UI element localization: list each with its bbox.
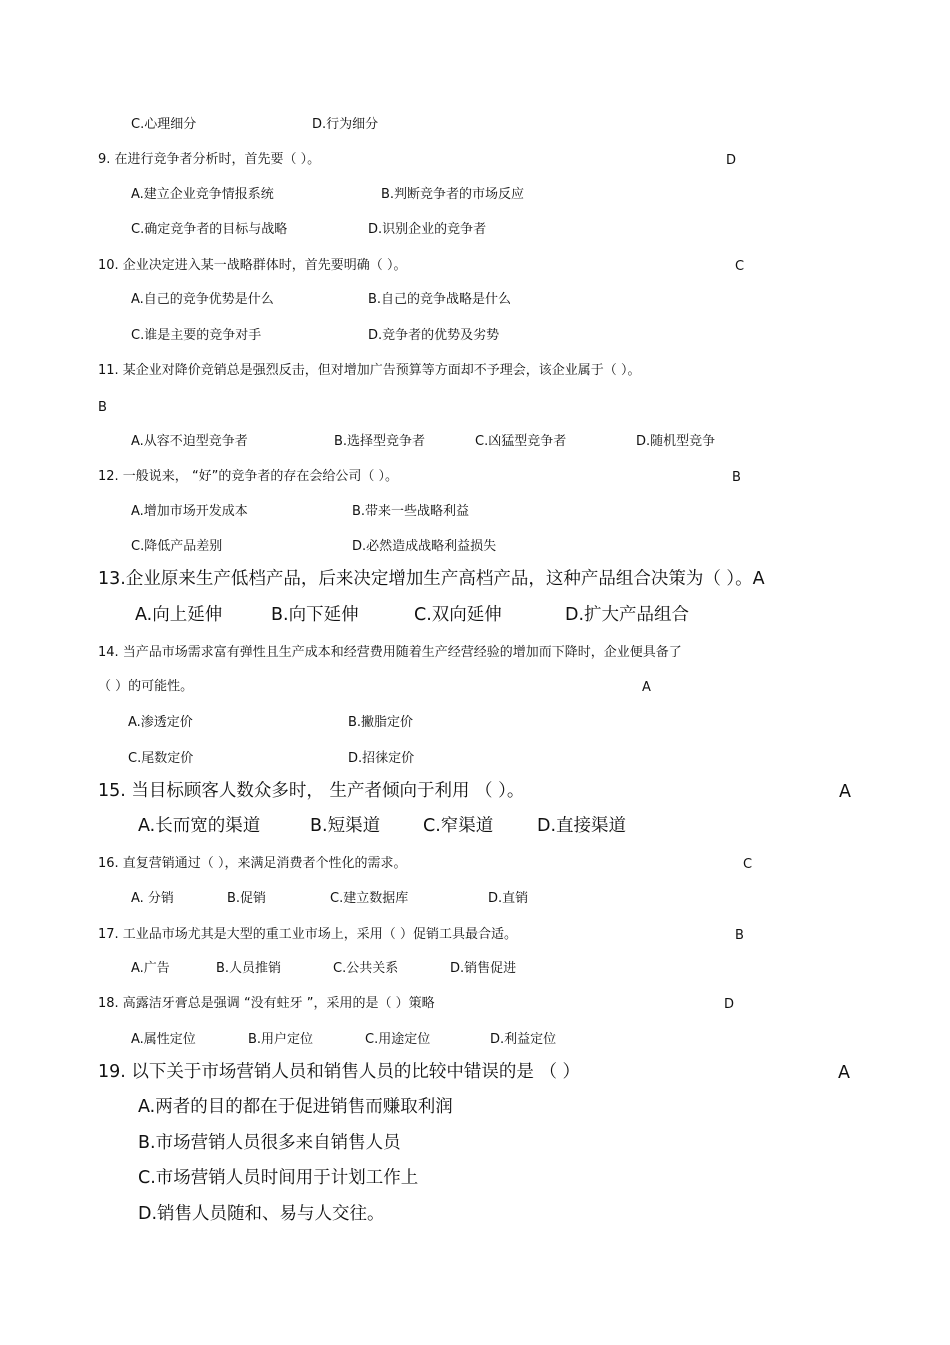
q19-option-a: A.两者的目的都在于促进销售而赚取利润 [138,1097,453,1117]
q14-option-b: B.撇脂定价 [348,715,414,730]
question-14: 14. 当产品市场需求富有弹性且生产成本和经营费用随着生产经营经验的增加而下降时，企业便具备了 [98,645,682,660]
answer-11: B [98,400,107,415]
option-d: D.行为细分 [312,117,379,132]
question-11: 11. 某企业对降价竞销总是强烈反击，但对增加广告预算等方面却不予理会，该企业属于（ ）。 [98,363,641,378]
q13-option-c: C.双向延伸 [414,605,502,625]
q14-option-c: C.尾数定价 [128,751,194,766]
q17-option-b: B.人员推销 [216,961,282,976]
answer-12: B [732,470,741,485]
q19-option-b: B.市场营销人员很多来自销售人员 [138,1133,401,1153]
q11-option-b: B.选择型竞争者 [334,434,426,449]
q13-option-d: D.扩大产品组合 [565,605,690,625]
question-18: 18. 高露洁牙膏总是强调 “没有蛀牙 ”，采用的是（ ）策略 [98,996,435,1011]
answer-9: D [726,153,737,168]
q15-option-d: D.直接渠道 [537,816,627,836]
q9-option-a: A.建立企业竞争情报系统 [131,187,274,202]
q12-option-a: A.增加市场开发成本 [131,504,248,519]
question-9: 9. 在进行竞争者分析时，首先要（ ）。 [98,152,321,167]
q10-option-c: C.谁是主要的竞争对手 [131,328,262,343]
q11-option-d: D.随机型竞争 [636,434,716,449]
answer-19: A [838,1063,850,1083]
option-c: C.心理细分 [131,117,197,132]
answer-10: C [735,259,745,274]
q9-option-b: B.判断竞争者的市场反应 [381,187,525,202]
q9-option-d: D.识别企业的竞争者 [368,222,487,237]
q18-option-c: C.用途定位 [365,1032,431,1047]
answer-15: A [839,782,851,802]
q16-option-a: A. 分销 [131,891,174,906]
q16-option-d: D.直销 [488,891,529,906]
q10-option-d: D.竞争者的优势及劣势 [368,328,500,343]
q15-option-a: A.长而宽的渠道 [138,816,261,836]
q10-option-a: A.自己的竞争优势是什么 [131,292,274,307]
q13-option-a: A.向上延伸 [135,605,223,625]
q14-option-d: D.招徕定价 [348,751,415,766]
question-19: 19. 以下关于市场营销人员和销售人员的比较中错误的是 （ ） [98,1062,581,1082]
q15-option-c: C.窄渠道 [423,816,494,836]
q19-option-c: C.市场营销人员时间用于计划工作上 [138,1168,419,1188]
question-16: 16. 直复营销通过（ ），来满足消费者个性化的需求。 [98,856,407,871]
q11-option-a: A.从容不迫型竞争者 [131,434,248,449]
q18-option-d: D.利益定位 [490,1032,557,1047]
q11-option-c: C.凶猛型竞争者 [475,434,567,449]
q16-option-c: C.建立数据库 [330,891,409,906]
q13-option-b: B.向下延伸 [271,605,359,625]
q12-option-d: D.必然造成战略利益损失 [352,539,497,554]
answer-16: C [743,857,753,872]
question-17: 17. 工业品市场尤其是大型的重工业市场上，采用（ ）促销工具最合适。 [98,927,517,942]
q14-option-a: A.渗透定价 [128,715,193,730]
question-15: 15. 当目标顾客人数众多时， 生产者倾向于利用 （ ）。 [98,781,525,801]
q18-option-b: B.用户定位 [248,1032,314,1047]
question-13: 13.企业原来生产低档产品，后来决定增加生产高档产品，这种产品组合决策为（ ）。A [98,569,765,589]
q16-option-b: B.促销 [227,891,267,906]
q17-option-c: C.公共关系 [333,961,399,976]
q18-option-a: A.属性定位 [131,1032,196,1047]
q15-option-b: B.短渠道 [310,816,381,836]
question-14-continued: （ ）的可能性。 [98,679,194,694]
q19-option-d: D.销售人员随和、易与人交往。 [138,1204,385,1224]
question-12: 12. 一般说来， “好”的竞争者的存在会给公司（ ）。 [98,469,399,484]
q17-option-d: D.销售促进 [450,961,517,976]
q10-option-b: B.自己的竞争战略是什么 [368,292,512,307]
q9-option-c: C.确定竞争者的目标与战略 [131,222,288,237]
answer-14: A [642,680,651,695]
answer-18: D [724,997,735,1012]
q12-option-b: B.带来一些战略利益 [352,504,470,519]
question-10: 10. 企业决定进入某一战略群体时，首先要明确（ ）。 [98,258,407,273]
q17-option-a: A.广告 [131,961,170,976]
answer-17: B [735,928,744,943]
q12-option-c: C.降低产品差别 [131,539,223,554]
